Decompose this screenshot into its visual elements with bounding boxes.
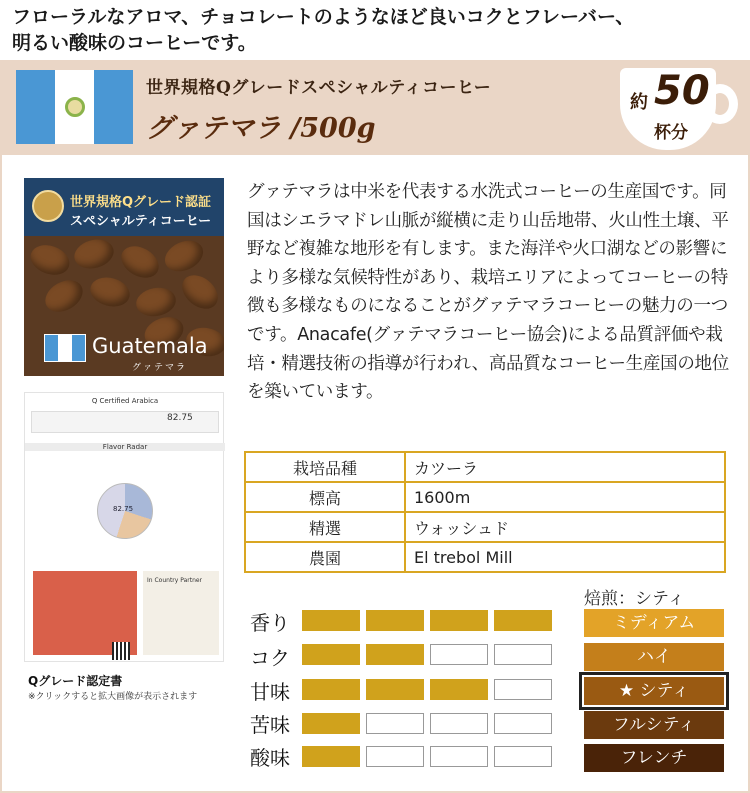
spec-label: 栽培品種 xyxy=(245,452,405,482)
flavor-label: 甘味 xyxy=(250,680,290,704)
flavor-cell xyxy=(366,644,424,665)
spec-row xyxy=(245,512,725,542)
package-line-2: スペシャルティコーヒー xyxy=(70,214,212,229)
tagline-line-1: フローラルなアロマ、チョコレートのようなほど良いコクとフレーバー、 xyxy=(12,6,635,28)
flavor-cell xyxy=(302,644,360,665)
flavor-cell xyxy=(302,679,360,700)
certificate-header: Q Certified Arabica xyxy=(91,397,159,405)
spec-table xyxy=(244,451,726,573)
radar-value: 82.75 xyxy=(113,505,134,513)
package-country: Guatemala xyxy=(92,334,208,358)
flavor-scale-sweetness xyxy=(302,679,552,700)
flavor-cell xyxy=(366,679,424,700)
cups-number: 50 xyxy=(654,68,710,114)
certificate-note: ※クリックすると拡大画像が表示されます xyxy=(28,692,198,702)
flavor-cell xyxy=(430,679,488,700)
product-subtitle: 世界規格Qグレードスペシャルティコーヒー xyxy=(146,78,492,98)
flavor-label: 酸味 xyxy=(250,746,290,770)
flavor-cell xyxy=(366,713,424,734)
country-partner-title: In Country Partner xyxy=(147,577,203,584)
flavor-scale-acidity xyxy=(302,746,552,767)
flavor-cell xyxy=(494,679,552,700)
roast-level-french: フレンチ xyxy=(584,744,724,772)
flavor-cell xyxy=(430,610,488,631)
flavor-cell xyxy=(494,713,552,734)
flavor-cell xyxy=(302,610,360,631)
spec-value: ウォッシュド xyxy=(405,512,725,542)
q-grade-seal-icon xyxy=(32,190,64,222)
coffee-cup-badge xyxy=(616,62,744,154)
product-description: グァテマラは中米を代表する水洗式コーヒーの生産国です。同国はシエラマドレ山脈が縦横に走り山岳地帯、火山性土壌、平野など複雑な地形を有します。また海洋や火口湖などの影響により多様な気候特性があり、栽培エリアによってコーヒーの特徴も多様なものになることがグァテマラコーヒーの魅力の一つです。Anacafe(グァテマラコーヒー協会)による品質評価や栽培・精選技術の指導が行われ、高品質なコーヒー生産国の地位を築いています。 xyxy=(247,182,729,403)
roast-level-city: ★ シティ xyxy=(584,677,724,705)
spec-row xyxy=(245,482,725,512)
qr-code-icon xyxy=(112,642,130,660)
spec-row xyxy=(245,452,725,482)
cups-unit: 杯分 xyxy=(654,123,688,143)
package-country-kana: グァテマラ xyxy=(132,363,188,373)
flavor-cell xyxy=(302,713,360,734)
roast-level-medium: ミディアム xyxy=(584,609,724,637)
tagline-line-2: 明るい酸味のコーヒーです。 xyxy=(12,32,257,54)
product-title: グァテマラ /500g xyxy=(146,113,376,144)
flavor-cell xyxy=(430,746,488,767)
spec-label: 農園 xyxy=(245,542,405,572)
q-grade-certificate-thumbnail[interactable] xyxy=(24,392,224,662)
spec-row xyxy=(245,542,725,572)
spec-value: El trebol Mill xyxy=(405,542,725,572)
spec-label: 標高 xyxy=(245,482,405,512)
roast-level-high: ハイ xyxy=(584,643,724,671)
package-image[interactable] xyxy=(24,178,224,376)
certificate-score: 82.75 xyxy=(167,413,193,423)
flavor-cell xyxy=(494,610,552,631)
flavor-cell xyxy=(494,644,552,665)
radar-title: Flavor Radar xyxy=(25,443,225,451)
cups-prefix: 約 xyxy=(630,92,648,113)
flavor-cell xyxy=(430,713,488,734)
flavor-cell xyxy=(366,610,424,631)
spec-label: 精選 xyxy=(245,512,405,542)
flavor-label: 香り xyxy=(250,611,290,635)
roast-level-full-city: フルシティ xyxy=(584,711,724,739)
package-flag-icon xyxy=(44,334,86,362)
spec-value: 1600m xyxy=(405,482,725,512)
flavor-cell xyxy=(430,644,488,665)
flavor-label: 苦味 xyxy=(250,713,290,737)
flavor-cell xyxy=(302,746,360,767)
flavor-scale-aroma xyxy=(302,610,552,631)
certificate-label: Qグレード認定書 xyxy=(28,674,123,688)
flavor-cell xyxy=(494,746,552,767)
flavor-scale-bitterness xyxy=(302,713,552,734)
package-line-1: 世界規格Qグレード認証 xyxy=(70,195,212,210)
product-tagline xyxy=(12,4,742,56)
roast-heading: 焙煎：シティ xyxy=(584,589,685,609)
flavor-cell xyxy=(366,746,424,767)
spec-value: カツーラ xyxy=(405,452,725,482)
flavor-scale-body xyxy=(302,644,552,665)
guatemala-flag-icon xyxy=(16,70,133,144)
flavor-label: コク xyxy=(250,646,290,670)
